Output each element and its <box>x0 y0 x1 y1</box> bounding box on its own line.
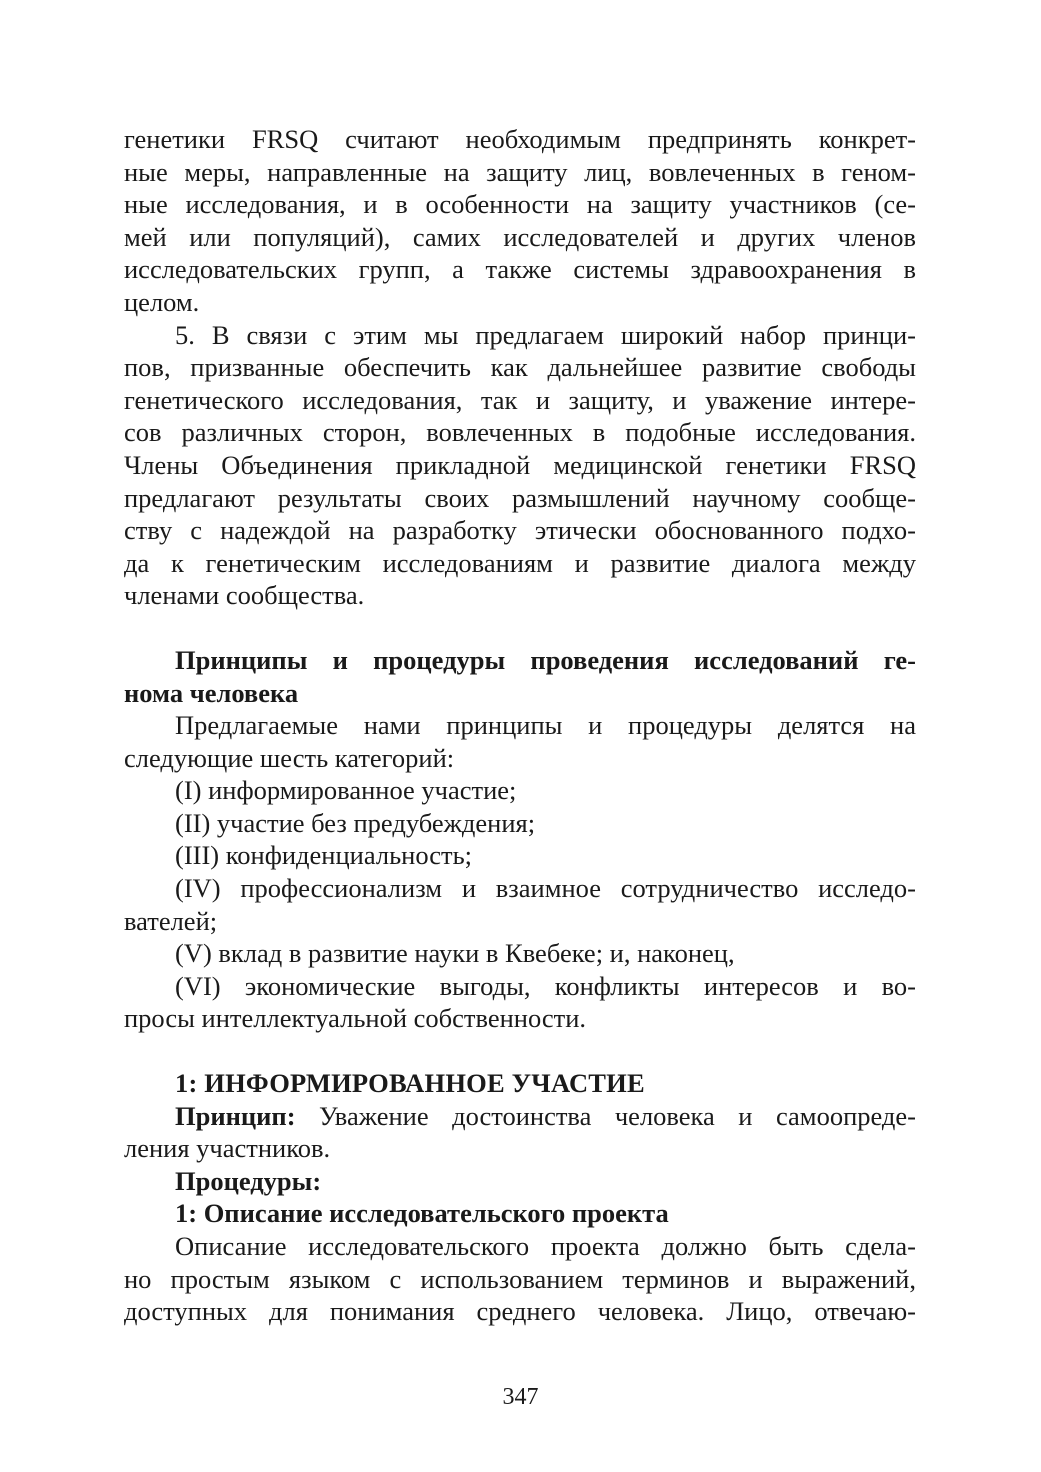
text-line: Члены Объединения прикладной медицинской генетики FRSQ <box>124 449 916 480</box>
section-title: 1: ИНФОРМИРОВАННОЕ УЧАСТИЕ <box>175 1068 645 1099</box>
text-line: пов, призванные обеспечить как дальнейшее развитие свободы <box>124 352 916 383</box>
categories-list <box>124 774 916 1035</box>
procedures-label: Процедуры: <box>175 1165 322 1196</box>
text-line: ству с надеждой на разработку этически обоснованного подхо- <box>124 515 916 546</box>
list-item: (V) вклад в развитие науки в Квебеке; и, наконец, <box>175 938 735 969</box>
list-item: (III) конфиденциальность; <box>175 840 473 871</box>
text-line: ные исследования, и в особенности на защиту участников (се- <box>124 189 916 220</box>
paragraph-intro-continuation <box>124 123 916 319</box>
document-page <box>124 123 916 1328</box>
heading-line: нома человека <box>124 677 299 708</box>
list-item: (IV) профессионализм и взаимное сотрудничество исследо- <box>175 873 916 904</box>
text-line: но простым языком с использованием терминов и выражений, <box>124 1263 916 1294</box>
text-line: мей или популяций), самих исследователей и других членов <box>124 221 916 252</box>
text-line: исследовательских групп, а также системы здравоохранения в <box>124 254 916 285</box>
text-line: ные меры, направленные на защиту лиц, вовлеченных в геном- <box>124 156 916 187</box>
text-line: сов различных сторон, вовлеченных в подобные исследования. <box>124 417 916 448</box>
principle-text: Уважение достоинства человека и самоопреде- <box>295 1100 916 1131</box>
page-number: 347 <box>502 1384 539 1410</box>
text-line: генетического исследования, так и защиту, и уважение интере- <box>124 384 916 415</box>
principle-line <box>124 1100 916 1133</box>
principle-label: Принцип: <box>175 1100 296 1131</box>
text-line: Предлагаемые нами принципы и процедуры делятся на <box>175 710 916 741</box>
list-item: (II) участие без предубеждения; <box>175 807 536 838</box>
text-line: ления участников. <box>124 1133 331 1164</box>
paragraph-project-description <box>124 1230 916 1328</box>
text-line: целом. <box>124 286 200 317</box>
section-informed-participation <box>124 1067 916 1230</box>
heading-line: Принципы и процедуры проведения исследований ге- <box>175 644 916 675</box>
list-item: (I) информированное участие; <box>175 775 517 806</box>
text-line: доступных для понимания среднего человека. Лицо, отвечаю- <box>124 1296 916 1327</box>
list-item: (VI) экономические выгоды, конфликты интересов и во- <box>175 970 916 1001</box>
text-line: 5. В связи с этим мы предлагаем широкий набор принци- <box>175 319 916 350</box>
text-line: предлагают результаты своих размышлений научному сообще- <box>124 482 916 513</box>
list-item-continuation: вателей; <box>124 905 218 936</box>
subheading: 1: Описание исследовательского проекта <box>175 1198 669 1229</box>
heading-principles <box>124 644 916 709</box>
text-line: генетики FRSQ считают необходимым предпринять конкрет- <box>124 124 916 154</box>
text-line: да к генетическим исследованиям и развитие диалога между <box>124 547 916 578</box>
spacer <box>124 1035 916 1067</box>
text-line: следующие шесть категорий: <box>124 742 455 773</box>
list-item-continuation: просы интеллектуальной собственности. <box>124 1003 587 1034</box>
paragraph-categories-intro <box>124 709 916 774</box>
paragraph-5 <box>124 319 916 612</box>
text-line: членами сообщества. <box>124 580 365 611</box>
spacer <box>124 612 916 644</box>
text-line: Описание исследовательского проекта должно быть сдела- <box>175 1231 916 1261</box>
